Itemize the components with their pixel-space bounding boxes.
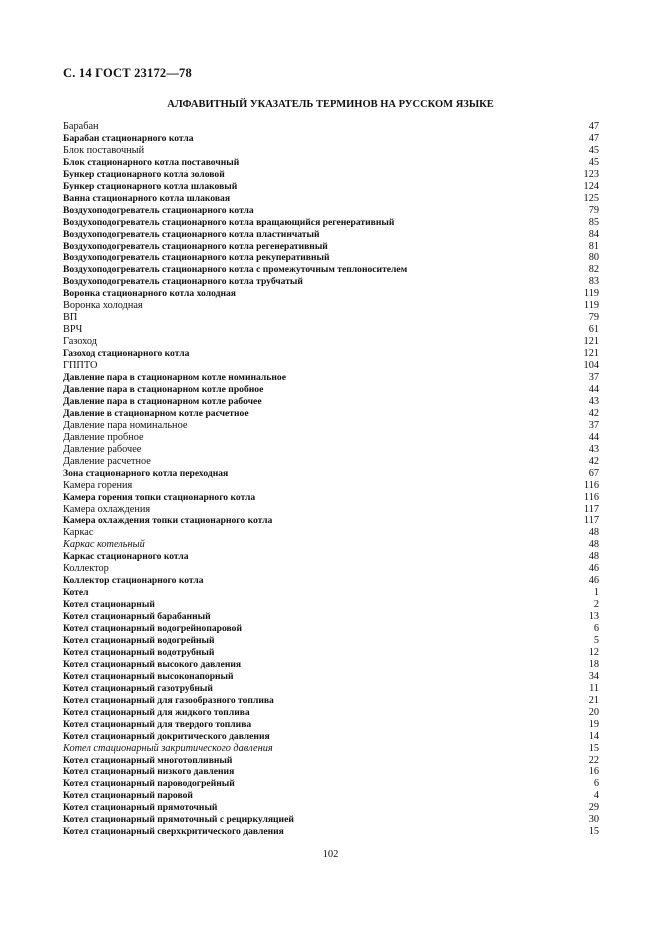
index-term: Давление рабочее — [63, 443, 142, 455]
index-entry — [63, 551, 599, 563]
index-term: Давление пара в стационарном котле пробное — [63, 383, 264, 395]
index-entry — [63, 432, 599, 444]
index-term-number: 67 — [588, 467, 599, 479]
index-term-number: 13 — [588, 611, 599, 623]
index-term-number: 4 — [593, 790, 599, 802]
index-term-number: 34 — [588, 670, 599, 682]
index-term: Котел стационарный высокого давления — [63, 658, 242, 670]
index-entry — [63, 169, 599, 181]
index-term-number: 117 — [583, 515, 599, 527]
index-term: Котел стационарный водогрейнопаровой — [63, 623, 242, 635]
index-entry — [63, 372, 599, 384]
index-entry — [63, 492, 599, 504]
index-entry — [63, 527, 599, 539]
index-term: Давление в стационарном котле расчетное — [63, 407, 249, 419]
index-term-number: 37 — [588, 372, 599, 384]
index-term-number: 48 — [588, 551, 599, 563]
index-term-number: 42 — [588, 407, 599, 419]
index-entry — [63, 778, 599, 790]
index-term: Котел стационарный для газообразного топлива — [63, 694, 274, 706]
index-term: Котел стационарный водогрейный — [63, 634, 215, 646]
index-term: Каркас стационарного котла — [63, 551, 189, 563]
index-term-number: 43 — [588, 443, 599, 455]
index-term-number: 6 — [593, 778, 599, 790]
index-entry — [63, 205, 599, 217]
index-entry — [63, 121, 599, 133]
index-term: Котел стационарный барабанный — [63, 611, 211, 623]
index-entry — [63, 468, 599, 480]
index-term: Воздухоподогреватель стационарного котла регенеративный — [63, 240, 328, 252]
index-term-number: 123 — [583, 168, 599, 180]
index-term-number: 121 — [583, 336, 599, 348]
index-entry — [63, 241, 599, 253]
index-entry — [63, 563, 599, 575]
index-entry — [63, 755, 599, 767]
index-entry — [63, 229, 599, 241]
index-term: Камера горения — [63, 479, 133, 491]
index-entry — [63, 611, 599, 623]
index-term: Котел стационарный пароводогрейный — [63, 778, 235, 790]
index-term: Бункер стационарного котла золовой — [63, 168, 225, 180]
index-term-number: 81 — [588, 240, 599, 252]
index-term: Воздухоподогреватель стационарного котла трубчатый — [63, 276, 303, 288]
index-term-number: 84 — [588, 228, 599, 240]
index-term: Котел стационарный для твердого топлива — [63, 718, 252, 730]
index-term: Давление пара в стационарном котле рабочее — [63, 395, 262, 407]
index-term-number: 2 — [593, 599, 599, 611]
index-entry — [63, 599, 599, 611]
index-term-number: 85 — [588, 216, 599, 228]
index-title: АЛФАВИТНЫЙ УКАЗАТЕЛЬ ТЕРМИНОВ НА РУССКОМ ЯЗЫКЕ — [167, 99, 494, 110]
index-entry — [63, 408, 599, 420]
index-term: Коллектор — [63, 563, 109, 575]
index-entry — [63, 635, 599, 647]
index-term-number: 117 — [583, 503, 599, 515]
index-term: Зона стационарного котла переходная — [63, 467, 229, 479]
index-entry — [63, 647, 599, 659]
index-entry — [63, 826, 599, 838]
index-term: Давление расчетное — [63, 455, 151, 467]
index-entry — [63, 181, 599, 193]
index-term: Котел — [63, 587, 89, 599]
index-term: Котел стационарный докритического давления — [63, 730, 270, 742]
index-entry — [63, 707, 599, 719]
index-term: Каркас — [63, 527, 94, 539]
index-entry — [63, 396, 599, 408]
index-term-number: 45 — [588, 156, 599, 168]
index-term: Камера горения топки стационарного котла — [63, 491, 256, 503]
index-entry — [63, 157, 599, 169]
index-term: Котел стационарный высоконапорный — [63, 670, 234, 682]
index-term: Котел стационарный для жидкого топлива — [63, 706, 250, 718]
index-entry — [63, 695, 599, 707]
index-term: Воронка стационарного котла холодная — [63, 288, 236, 300]
index-entry — [63, 336, 599, 348]
index-entry — [63, 384, 599, 396]
index-term-number: 79 — [588, 204, 599, 216]
index-term-number: 42 — [588, 455, 599, 467]
index-entry — [63, 276, 599, 288]
index-term-number: 43 — [588, 395, 599, 407]
index-entry — [63, 659, 599, 671]
index-term-number: 124 — [583, 180, 599, 192]
index-term: Барабан стационарного котла — [63, 132, 194, 144]
index-entry — [63, 145, 599, 157]
index-entry — [63, 217, 599, 229]
index-term-number: 45 — [588, 144, 599, 156]
index-entry — [63, 193, 599, 205]
index-term-number: 5 — [593, 634, 599, 646]
index-term-number: 1 — [593, 587, 599, 599]
index-term: Каркас котельный — [63, 539, 145, 551]
index-entry — [63, 743, 599, 755]
index-term: Давление пробное — [63, 431, 144, 443]
index-entry — [63, 324, 599, 336]
term-index — [63, 121, 599, 838]
index-entry — [63, 671, 599, 683]
index-term-number: 14 — [588, 730, 599, 742]
index-term-number: 47 — [588, 132, 599, 144]
index-term-number: 12 — [588, 646, 599, 658]
index-term-number: 22 — [588, 754, 599, 766]
index-term: Котел стационарный закритического давления — [63, 742, 273, 754]
index-term: Давление пара номинальное — [63, 419, 188, 431]
index-term-number: 119 — [583, 288, 599, 300]
index-term: Газоход стационарного котла — [63, 348, 190, 360]
index-entry — [63, 264, 599, 276]
index-term-number: 18 — [588, 658, 599, 670]
index-term-number: 15 — [588, 826, 599, 838]
document-header: С. 14 ГОСТ 23172—78 — [63, 66, 192, 80]
index-term: Котел стационарный водотрубный — [63, 646, 215, 658]
index-term: Воронка холодная — [63, 300, 143, 312]
index-term: Давление пара в стационарном котле номинальное — [63, 372, 286, 384]
index-term: Котел стационарный паровой — [63, 790, 193, 802]
index-term-number: 6 — [593, 623, 599, 635]
index-entry — [63, 731, 599, 743]
index-term-number: 44 — [588, 383, 599, 395]
index-term-number: 21 — [588, 694, 599, 706]
index-term: Котел стационарный низкого давления — [63, 766, 235, 778]
index-term: Блок поставочный — [63, 144, 145, 156]
index-term-number: 83 — [588, 276, 599, 288]
index-entry — [63, 504, 599, 516]
index-term: Воздухоподогреватель стационарного котла рекуперативный — [63, 252, 330, 264]
index-term: ВП — [63, 312, 78, 324]
index-term-number: 116 — [583, 479, 599, 491]
index-term-number: 16 — [588, 766, 599, 778]
page-number: 102 — [322, 849, 339, 860]
index-term: Котел стационарный многотопливный — [63, 754, 233, 766]
index-term: Камера охлаждения — [63, 503, 151, 515]
index-entry — [63, 623, 599, 635]
index-entry — [63, 814, 599, 826]
index-entry — [63, 420, 599, 432]
index-term-number: 46 — [588, 563, 599, 575]
index-term: Газоход — [63, 336, 98, 348]
index-entry — [63, 348, 599, 360]
index-term: Котел стационарный прямоточный с рециркуляцией — [63, 814, 294, 826]
index-term: Воздухоподогреватель стационарного котла — [63, 204, 254, 216]
index-term: Воздухоподогреватель стационарного котла пластинчатый — [63, 228, 320, 240]
index-term: Котел стационарный прямоточный — [63, 802, 218, 814]
index-term-number: 125 — [583, 192, 599, 204]
index-entry — [63, 252, 599, 264]
index-term: ВРЧ — [63, 324, 83, 336]
index-term-number: 119 — [583, 300, 599, 312]
index-term-number: 37 — [588, 419, 599, 431]
index-entry — [63, 575, 599, 587]
index-term-number: 116 — [583, 491, 599, 503]
index-term: ГППТО — [63, 360, 98, 372]
index-entry — [63, 719, 599, 731]
index-entry — [63, 587, 599, 599]
index-entry — [63, 312, 599, 324]
index-term-number: 104 — [583, 360, 599, 372]
index-entry — [63, 133, 599, 145]
index-entry — [63, 766, 599, 778]
index-term-number: 44 — [588, 431, 599, 443]
index-entry — [63, 683, 599, 695]
index-term: Котел стационарный — [63, 599, 155, 611]
index-term-number: 48 — [588, 527, 599, 539]
index-term-number: 82 — [588, 264, 599, 276]
index-term-number: 61 — [588, 324, 599, 336]
index-entry — [63, 802, 599, 814]
index-term: Котел стационарный газотрубный — [63, 682, 213, 694]
index-entry — [63, 539, 599, 551]
index-entry — [63, 444, 599, 456]
index-term-number: 79 — [588, 312, 599, 324]
index-term: Бункер стационарного котла шлаковый — [63, 180, 238, 192]
index-term-number: 11 — [589, 682, 599, 694]
index-term: Блок стационарного котла поставочный — [63, 156, 240, 168]
index-term: Камера охлаждения топки стационарного котла — [63, 515, 273, 527]
index-term-number: 30 — [588, 814, 599, 826]
index-entry — [63, 360, 599, 372]
index-term-number: 46 — [588, 575, 599, 587]
index-term: Ванна стационарного котла шлаковая — [63, 192, 231, 204]
index-entry — [63, 300, 599, 312]
index-term: Коллектор стационарного котла — [63, 575, 204, 587]
index-term-number: 48 — [588, 539, 599, 551]
index-term: Воздухоподогреватель стационарного котла вращающийся регенеративный — [63, 216, 395, 228]
index-term-number: 29 — [588, 802, 599, 814]
index-term-number: 19 — [588, 718, 599, 730]
index-entry — [63, 480, 599, 492]
index-entry — [63, 790, 599, 802]
index-term-number: 121 — [583, 348, 599, 360]
index-term-number: 47 — [588, 121, 599, 132]
index-entry — [63, 456, 599, 468]
index-term: Барабан — [63, 121, 99, 132]
index-term-number: 15 — [588, 742, 599, 754]
index-term: Воздухоподогреватель стационарного котла с промежуточным теплоносителем — [63, 264, 408, 276]
index-entry — [63, 515, 599, 527]
index-term-number: 20 — [588, 706, 599, 718]
index-entry — [63, 288, 599, 300]
index-term-number: 80 — [588, 252, 599, 264]
index-term: Котел стационарный сверхкритического давления — [63, 826, 284, 838]
